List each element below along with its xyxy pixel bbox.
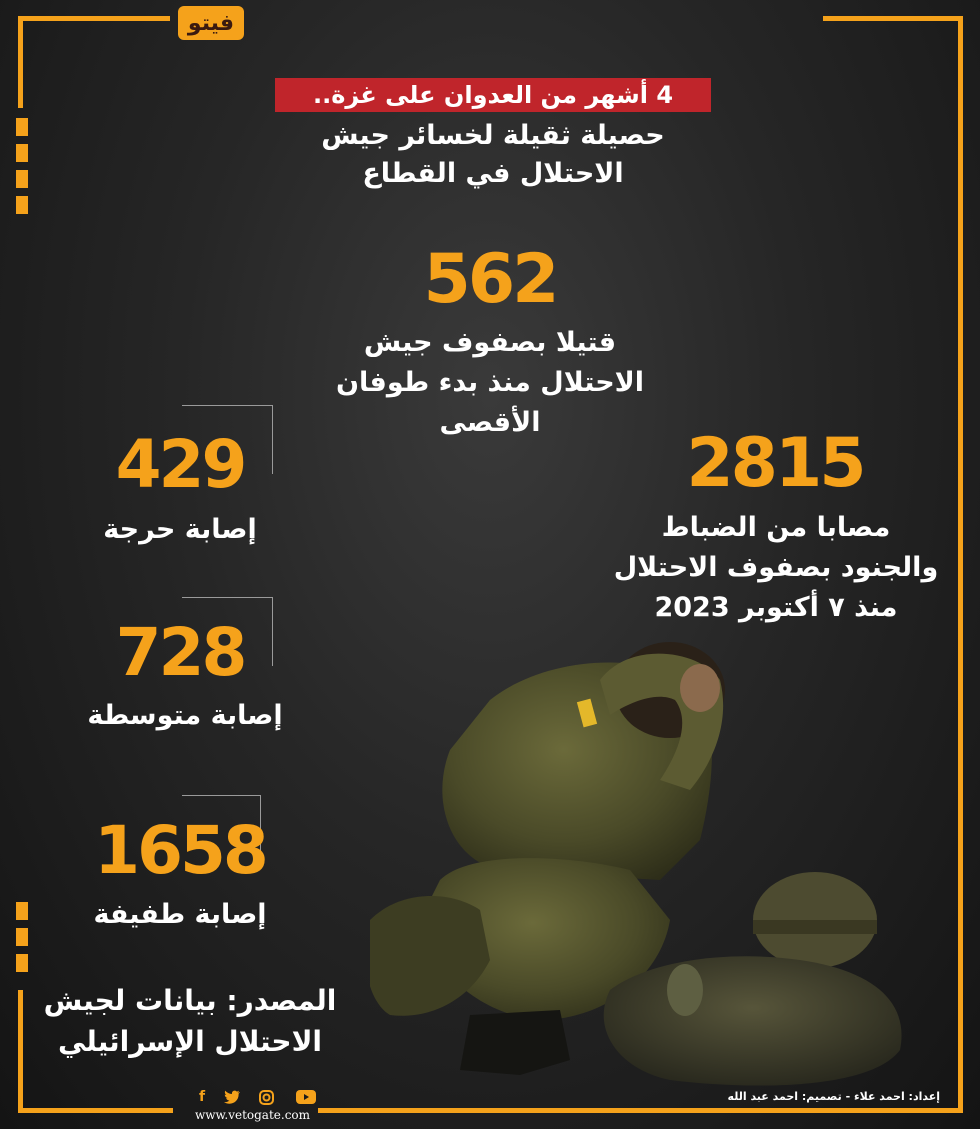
critical-value: 429: [115, 426, 245, 503]
killed-label-line-3: الأقصى: [439, 407, 541, 438]
frame-dash: [16, 954, 28, 972]
instagram-icon[interactable]: [258, 1089, 274, 1105]
light-label: إصابة طفيفة: [93, 899, 267, 930]
frame-dash: [16, 118, 28, 136]
frame-dash: [16, 928, 28, 946]
frame-dash: [16, 902, 28, 920]
soldier-photo: [370, 620, 930, 1100]
credits: إعداد: احمد علاء - تصميم: احمد عبد الله: [727, 1090, 940, 1103]
headline-line-2: الاحتلال في القطاع: [362, 158, 624, 189]
headline-line-1: حصيلة ثقيلة لخسائر جيش: [321, 120, 665, 151]
logo-text: فيتو: [187, 10, 235, 36]
facebook-icon[interactable]: f: [198, 1089, 206, 1105]
source-line-1: المصدر: بيانات لجيش: [43, 984, 337, 1017]
wounded-total-line-2: والجنود بصفوف الاحتلال: [613, 552, 939, 583]
frame-left-bottom: [18, 990, 23, 1113]
vetogate-logo: [178, 6, 244, 40]
website-url[interactable]: www.vetogate.com: [194, 1108, 311, 1122]
frame-left-top: [18, 16, 23, 108]
frame-bottom-left: [18, 1108, 173, 1113]
light-value: 1658: [94, 812, 266, 889]
frame-bottom-right: [318, 1108, 963, 1113]
frame-dash: [16, 144, 28, 162]
wounded-total-line-3: منذ ٧ أكتوبر 2023: [654, 592, 898, 623]
headline-banner: [275, 78, 711, 112]
moderate-value: 728: [115, 614, 245, 691]
twitter-icon[interactable]: [224, 1089, 240, 1105]
frame-dash: [16, 196, 28, 214]
moderate-label: إصابة متوسطة: [87, 700, 283, 731]
critical-label: إصابة حرجة: [103, 514, 257, 545]
wounded-total-line-1: مصابا من الضباط: [661, 512, 891, 543]
youtube-icon[interactable]: [296, 1089, 316, 1105]
killed-label-line-1: قتيلا بصفوف جيش: [363, 327, 617, 358]
frame-dash: [16, 170, 28, 188]
frame-right: [958, 16, 963, 1113]
frame-top-left: [18, 16, 170, 21]
killed-value: 562: [423, 240, 557, 319]
wounded-total-value: 2815: [686, 424, 864, 503]
killed-label-line-2: الاحتلال منذ بدء طوفان: [335, 367, 645, 398]
headline-banner-text: 4 أشهر من العدوان على غزة..: [313, 81, 674, 109]
frame-top-right: [823, 16, 963, 21]
source-line-2: الاحتلال الإسرائيلي: [57, 1025, 323, 1058]
